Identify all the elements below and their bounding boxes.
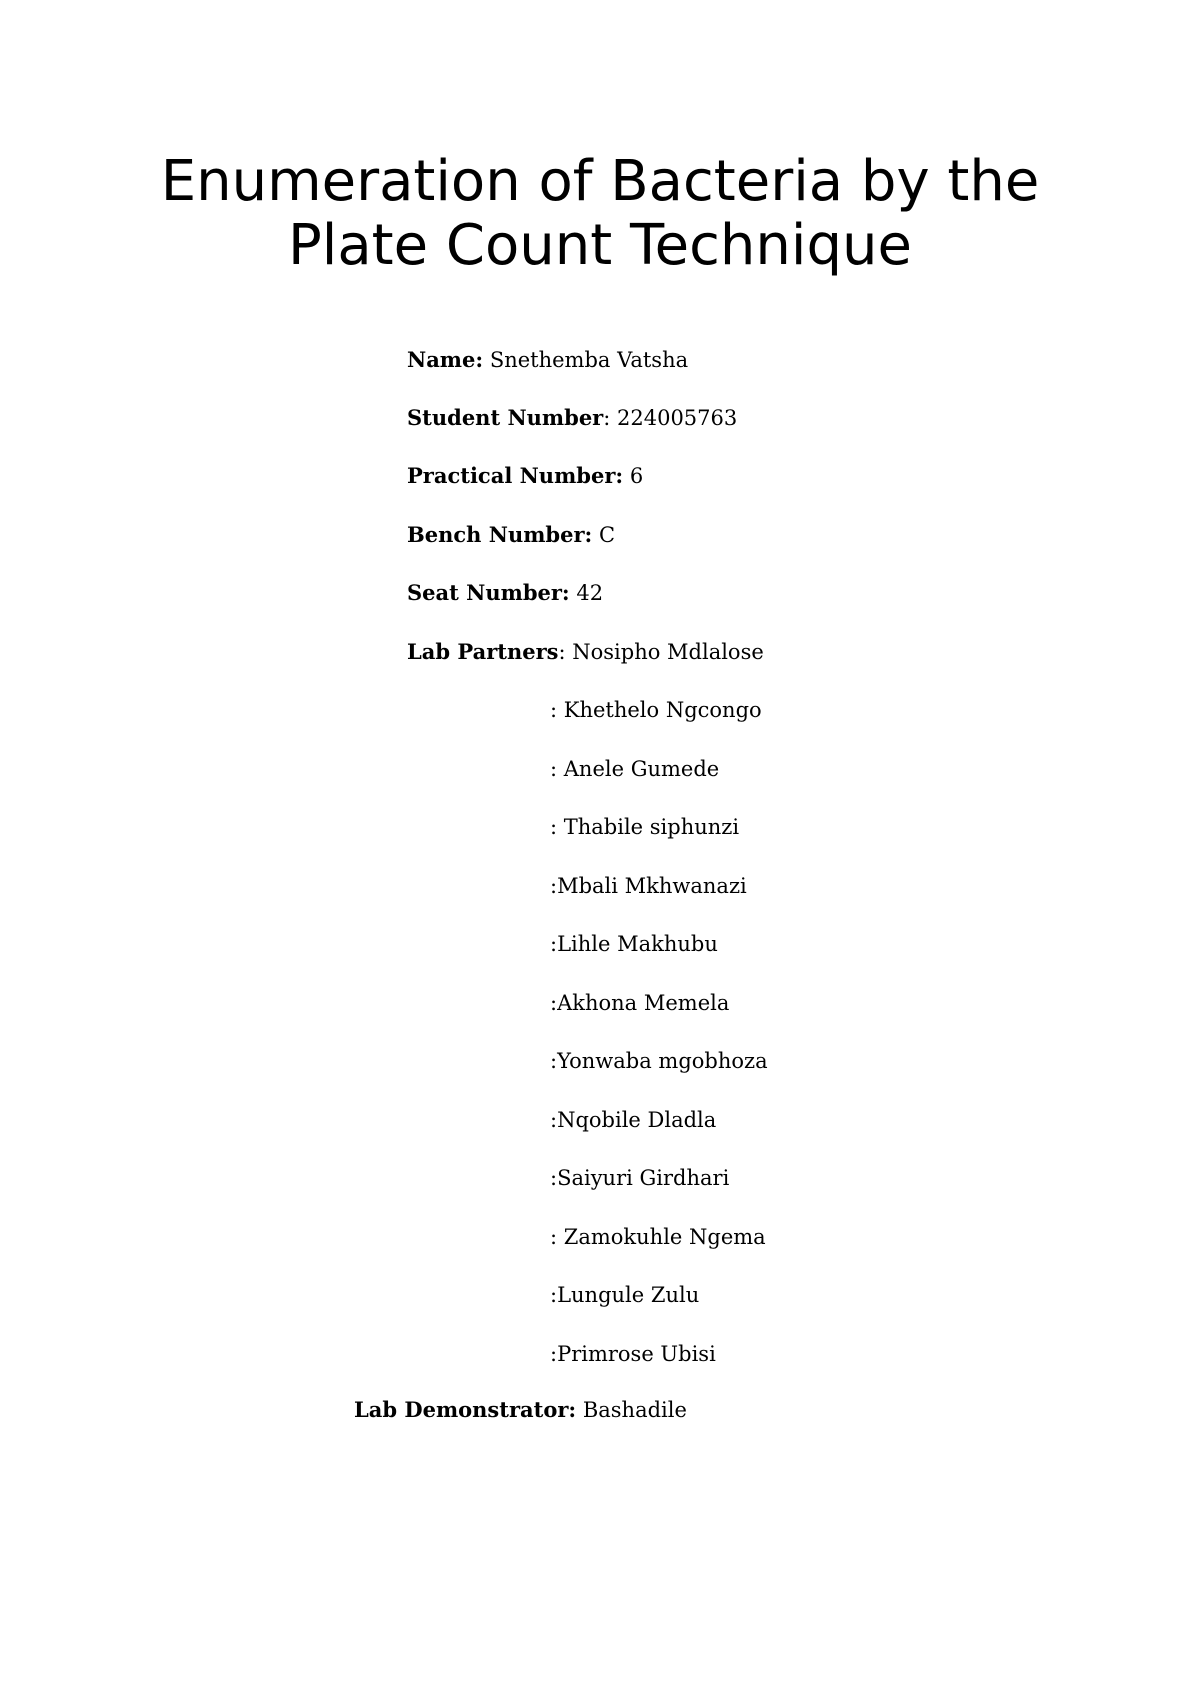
list-item: :Primrose Ubisi [550,1341,716,1366]
bench-number-value: C [592,523,616,547]
lab-demonstrator-field [354,1396,687,1424]
practical-number-label: Practical Number: [407,463,624,488]
seat-number-value: 42 [569,581,604,605]
lab-partners-first-value: : Nosipho Mdlalose [558,640,764,664]
list-item: : Khethelo Ngcongo [550,698,762,722]
student-number-value: : 224005763 [603,406,738,430]
lab-partners-field [407,638,764,666]
bench-number-label: Bench Number: [407,522,593,547]
practical-number-value: 6 [623,464,644,488]
practical-number-field [407,462,643,490]
seat-number-field [407,579,603,607]
title-line-1: Enumeration of Bacteria by the [160,149,1040,214]
document-title [0,150,1200,278]
student-number-label: Student Number [407,405,604,430]
list-item: : Anele Gumede [550,756,720,781]
list-item: :Yonwaba mgobhoza [550,1049,768,1073]
name-value: Snethemba Vatsha [483,348,689,372]
title-line-2: Plate Count Technique [288,213,912,278]
student-number-field [407,404,737,432]
list-item: :Akhona Memela [550,990,730,1015]
list-item: :Mbali Mkhwanazi [550,873,747,898]
bench-number-field [407,521,615,549]
list-item: :Saiyuri Girdhari [550,1166,730,1190]
seat-number-label: Seat Number: [407,580,570,605]
list-item: :Lungule Zulu [550,1283,700,1307]
list-item: : Thabile siphunzi [550,815,740,839]
lab-demonstrator-label: Lab Demonstrator: [354,1397,577,1422]
lab-partners-label: Lab Partners [407,639,559,664]
list-item: : Zamokuhle Ngema [550,1224,766,1249]
lab-demonstrator-value: Bashadile [576,1398,687,1422]
name-label: Name: [407,347,484,372]
list-item: :Nqobile Dladla [550,1107,717,1132]
name-field [407,346,688,374]
lab-partners-list [550,696,768,1398]
list-item: :Lihle Makhubu [550,932,718,956]
